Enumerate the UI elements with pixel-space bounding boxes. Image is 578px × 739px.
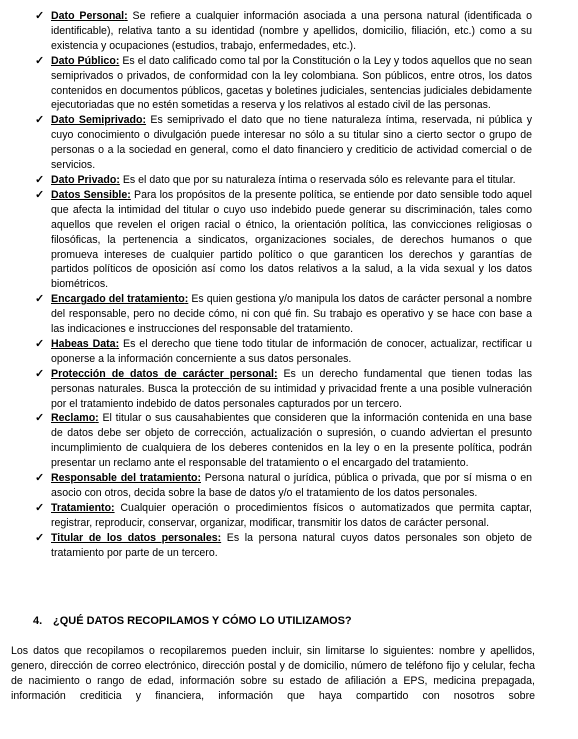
definition-body bbox=[51, 9, 532, 54]
definition-text: Es el dato que por su naturaleza íntima o reservada sólo es relevante para el titular. bbox=[119, 173, 516, 186]
definition-item bbox=[0, 173, 578, 188]
definition-term: Reclamo bbox=[51, 412, 96, 425]
definition-item bbox=[0, 411, 578, 471]
definition-term: Habeas Data bbox=[51, 337, 116, 350]
definition-body bbox=[51, 367, 532, 412]
definition-term-suffix: : bbox=[111, 501, 115, 514]
check-icon: ✓ bbox=[35, 114, 45, 127]
definition-term-suffix: : bbox=[184, 293, 189, 306]
check-icon: ✓ bbox=[35, 188, 45, 201]
definition-term-suffix: : bbox=[116, 173, 120, 186]
definition-term: Dato Privado bbox=[51, 173, 117, 186]
definition-item bbox=[0, 54, 578, 114]
check-icon: ✓ bbox=[35, 173, 45, 186]
section-heading bbox=[33, 614, 352, 629]
definition-term-suffix: : bbox=[142, 114, 147, 127]
check-icon: ✓ bbox=[35, 472, 45, 485]
definition-item bbox=[0, 501, 578, 531]
definition-body bbox=[51, 292, 532, 337]
section-number: 4. bbox=[33, 615, 43, 627]
definition-term-suffix: : bbox=[124, 10, 128, 22]
definition-body bbox=[51, 113, 532, 173]
definition-term-suffix: : bbox=[95, 412, 99, 425]
definition-item bbox=[0, 471, 578, 501]
definition-term: Titular de los datos personales bbox=[51, 531, 218, 544]
check-icon: ✓ bbox=[35, 367, 45, 380]
definition-body bbox=[51, 173, 532, 188]
definition-item bbox=[0, 292, 578, 337]
definition-item bbox=[0, 188, 578, 292]
definition-item bbox=[0, 337, 578, 367]
definition-term: Encargado del tratamiento bbox=[51, 293, 185, 306]
definitions-list bbox=[0, 9, 578, 561]
body-paragraph: Los datos que recopilamos o recopilaremos pueden incluir, sin limitarse lo siguientes: nombre y apellidos, genero, dirección de correo electrónico, dirección postal y de domicilio, número de teléfono fijo y celular, fecha de nacimiento o rango de edad, información sobre su estado de afiliación a EPS, medicina prepagada, información crediticia y financiera, información que haya compartido con nosotros sobre bbox=[11, 645, 535, 702]
definition-term-suffix: : bbox=[273, 367, 278, 380]
definition-body bbox=[51, 188, 532, 292]
definition-body bbox=[51, 471, 532, 501]
definition-term-suffix: : bbox=[115, 54, 120, 67]
definition-term: Protección de datos de carácter personal bbox=[51, 367, 274, 380]
check-icon: ✓ bbox=[35, 54, 45, 67]
definition-term-suffix: : bbox=[217, 531, 222, 544]
definition-term: Responsable del tratamiento bbox=[51, 472, 198, 485]
definition-text: Es un derecho fundamental que tienen todas las personas naturales. Busca la protección de su intimidad y privacidad frente a una posible vulneración por el tratamiento indebido de datos personales capturados por un tercero. bbox=[51, 367, 532, 410]
section-title: ¿QUÉ DATOS RECOPILAMOS Y CÓMO LO UTILIZAMOS? bbox=[53, 615, 352, 627]
definition-term: Tratamiento bbox=[51, 501, 112, 514]
check-icon: ✓ bbox=[35, 501, 45, 514]
definition-text: Para los propósitos de la presente política, se entiende por dato sensible todo aquel que afecta la intimidad del titular o cuyo uso indebido puede generar su discriminación, tales como aquellos que revelen el origen racial o étnico, la orientación política, las convicciones religiosas o filosóficas, la pertenencia a sindicatos, organizaciones sociales, de derechos humanos o que promueva intereses de cualquier partido político o que garanticen los derechos y garantías de partidos políticos de oposición así como los datos relativos a la salud, a la vida sexual y los datos biométricos. bbox=[51, 188, 532, 291]
definition-body bbox=[51, 501, 532, 531]
definition-text: Es el dato calificado como tal por la Constitución o la Ley y todos aquellos que no sean semiprivados o privados, de conformidad con la ley colombiana. Son públicos, entre otros, los datos contenidos en documentos públicos, gacetas y boletines judiciales, sentencias judiciales debidamente ejecutoriadas que no estén sometidas a reserva y los relativos al estado civil de las personas. bbox=[51, 54, 533, 112]
definition-body bbox=[51, 531, 532, 561]
definition-item bbox=[0, 531, 578, 561]
definition-text: Se refiere a cualquier información asociada a una persona natural (identificada o identificable), relativa tanto a su identidad (nombre y apellidos, domicilio, filiación, etc.) como a su existencia y ocupaciones (estudios, trabajo, enfermedades, etc.). bbox=[51, 10, 533, 52]
definition-body bbox=[51, 411, 532, 471]
definition-text: El titular o sus causahabientes que consideren que la información contenida en una base de datos debe ser objeto de corrección, actualización o supresión, o cuando adviertan el presunto incumplimiento de cualquiera de los deberes contenidos en la ley o en la presente política, podrán presentar un reclamo ante el responsable del tratamiento o el encargado del tratamiento. bbox=[51, 412, 532, 470]
definition-item bbox=[0, 113, 578, 173]
definition-term-suffix: : bbox=[197, 472, 201, 485]
definition-term: Dato Semiprivado bbox=[51, 114, 143, 127]
definition-text: Es el derecho que tiene todo titular de información de conocer, actualizar, rectificar u oponerse a la información concerniente a sus datos personales. bbox=[51, 337, 533, 365]
definition-text: Es semiprivado el dato que no tiene naturaleza íntima, reservada, ni pública y cuyo conocimiento o divulgación puede interesar no sólo a su titular sino a cierto sector o grupo de personas o a la sociedad en general, como el dato financiero y crediticio de actividad comercial o de servicios. bbox=[51, 114, 532, 172]
definition-text: Es la persona natural cuyos datos personales son objeto de tratamiento por parte de un tercero. bbox=[51, 531, 532, 559]
definition-item bbox=[0, 367, 578, 412]
definition-body bbox=[51, 54, 532, 114]
definition-text: Es quien gestiona y/o manipula los datos de carácter personal a nombre del responsable, pero no decide cómo, ni con qué fin. Su trabajo es operativo y se hace con base a las indicaciones e instrucciones del responsable del tratamiento. bbox=[51, 293, 532, 336]
definition-text: Cualquier operación o procedimientos físicos o automatizados que permita captar, registrar, reproducir, conservar, organizar, modificar, transmitir los datos de carácter personal. bbox=[51, 501, 532, 529]
definition-term-suffix: : bbox=[127, 188, 131, 201]
check-icon: ✓ bbox=[35, 293, 45, 306]
check-icon: ✓ bbox=[35, 10, 45, 22]
definition-term-suffix: : bbox=[115, 337, 120, 350]
definition-term: Datos Sensible bbox=[51, 188, 128, 201]
definition-term: Dato Personal bbox=[51, 10, 125, 22]
definition-body bbox=[51, 337, 532, 367]
definition-item bbox=[0, 9, 578, 54]
definition-text: Persona natural o jurídica, pública o privada, que por sí misma o en asocio con otros, decida sobre la base de datos y/o el tratamiento de los datos personales. bbox=[51, 472, 532, 499]
check-icon: ✓ bbox=[35, 412, 45, 425]
check-icon: ✓ bbox=[35, 337, 45, 350]
definition-term: Dato Público bbox=[51, 54, 116, 67]
check-icon: ✓ bbox=[35, 531, 45, 544]
